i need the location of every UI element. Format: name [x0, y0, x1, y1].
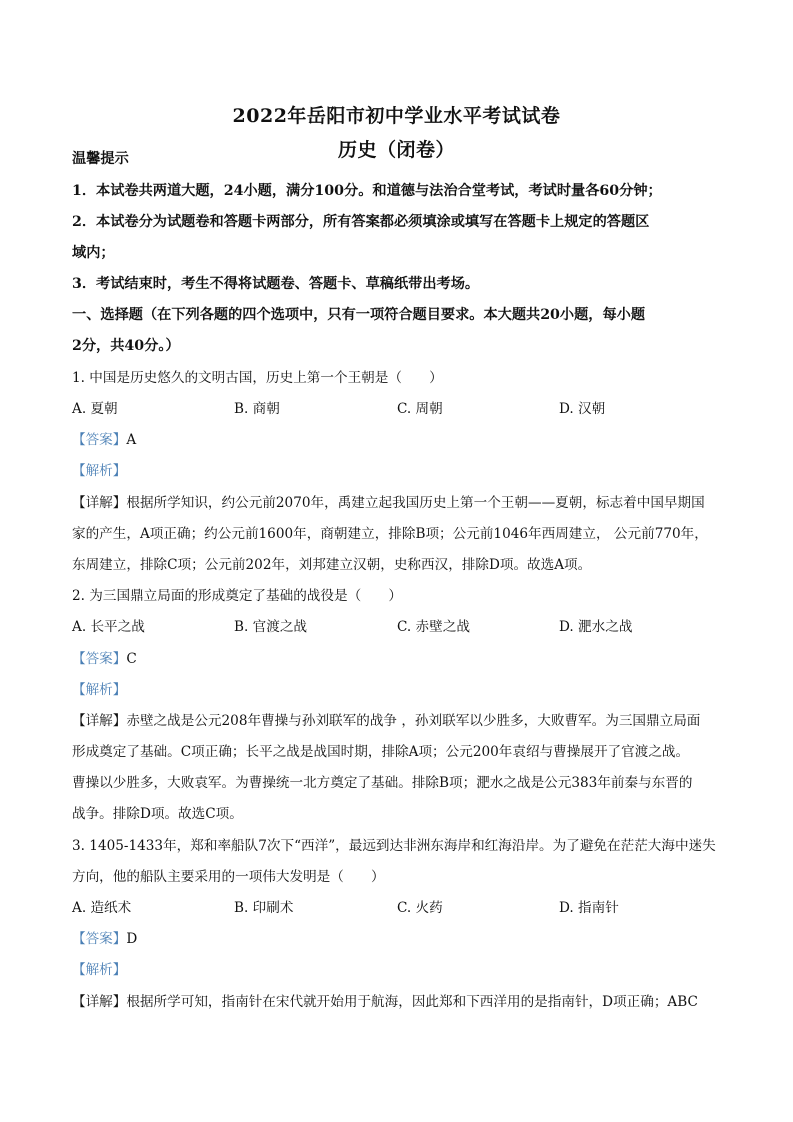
question-1-option-a: A. 夏朝: [72, 401, 118, 417]
detail-label: 【详解】: [72, 495, 127, 511]
question-3-option-b: B. 印刷术: [234, 900, 294, 916]
tip-item-3: 3．考试结束时，考生不得将试题卷、答题卡、草稿纸带出考场。: [72, 276, 480, 292]
detail-label: 【详解】: [72, 994, 127, 1010]
tip-item-2-cont: 域内；: [72, 245, 115, 261]
question-3-detail-1: [72, 993, 722, 1011]
question-1-analysis-label: 【解析】: [72, 463, 127, 479]
answer-value: C: [126, 651, 137, 667]
question-2-option-d: D. 淝水之战: [559, 619, 633, 635]
answer-value: A: [126, 432, 137, 448]
section-heading: 一、选择题（在下列各题的四个选项中，只有一项符合题目要求。本大题共20小题，每小题: [72, 307, 646, 323]
question-3-answer: [72, 930, 722, 948]
question-2-stem: 2. 为三国鼎立局面的形成奠定了基础的战役是（ ）: [72, 588, 402, 604]
detail-text: 赤壁之战是公元208年曹操与孙刘联军的战争 ，孙刘联军以少胜多，大败曹军。为三国鼎立局面: [126, 713, 701, 729]
question-2-detail-4: 战争。排除D项。故选C项。: [72, 806, 243, 822]
question-1-stem: 1. 中国是历史悠久的文明古国，历史上第一个王朝是（ ）: [72, 370, 443, 386]
page-subtitle: 历史（闭卷）: [337, 139, 455, 161]
page-title: 2022年岳阳市初中学业水平考试试卷: [232, 105, 561, 127]
question-2-option-a: A. 长平之战: [72, 619, 145, 635]
answer-value: D: [126, 931, 138, 947]
question-2-option-c: C. 赤壁之战: [397, 619, 470, 635]
detail-text: 根据所学知识，约公元前2070年，禹建立起我国历史上第一个王朝——夏朝，标志着中国早期国: [126, 495, 705, 511]
question-3-option-d: D. 指南针: [559, 900, 619, 916]
tip-item-1: 1．本试卷共两道大题，24小题，满分100分。和道德与法治合堂考试，考试时量各60分钟；: [72, 183, 662, 199]
question-1-option-b: B. 商朝: [234, 401, 280, 417]
question-3-stem-1: 3. 1405-1433年，郑和率船队7次下“西洋”，最远到达非洲东海岸和红海沿岸。为了避免在茫茫大海中迷失: [72, 838, 716, 854]
question-3-stem-2: 方向，他的船队主要采用的一项伟大发明是（ ）: [72, 869, 385, 885]
answer-label: 【答案】: [72, 432, 127, 448]
question-1-detail-1: [72, 494, 722, 512]
question-3-option-c: C. 火药: [397, 900, 443, 916]
question-2-detail-1: [72, 712, 722, 730]
question-1-detail-2: 家的产生，A项正确；约公元前1600年，商朝建立，排除B项；公元前1046年西周建立， 公元前770年，: [72, 526, 708, 542]
detail-label: 【详解】: [72, 713, 127, 729]
tip-item-2: 2．本试卷分为试题卷和答题卡两部分，所有答案都必须填涂或填写在答题卡上规定的答题区: [72, 214, 650, 230]
question-2-detail-3: 曹操以少胜多，大败袁军。为曹操统一北方奠定了基础。排除B项；淝水之战是公元383年前秦与东晋的: [72, 775, 693, 791]
question-3-analysis-label: 【解析】: [72, 962, 127, 978]
answer-label: 【答案】: [72, 651, 127, 667]
question-2-option-b: B. 官渡之战: [234, 619, 308, 635]
question-1-detail-3: 东周建立，排除C项；公元前202年，刘邦建立汉朝，史称西汉，排除D项。故选A项。: [72, 557, 592, 573]
question-3-option-a: A. 造纸术: [72, 900, 132, 916]
answer-label: 【答案】: [72, 931, 127, 947]
question-2-answer: [72, 650, 722, 668]
question-1-answer: [72, 431, 722, 449]
question-1-option-c: C. 周朝: [397, 401, 443, 417]
question-1-option-d: D. 汉朝: [559, 401, 606, 417]
question-2-analysis-label: 【解析】: [72, 682, 127, 698]
detail-text: 根据所学可知，指南针在宋代就开始用于航海，因此郑和下西洋用的是指南针，D项正确；ABC: [126, 994, 698, 1010]
question-2-detail-2: 形成奠定了基础。C项正确；长平之战是战国时期，排除A项；公元200年袁绍与曹操展开了官渡之战。: [72, 744, 690, 760]
section-heading-cont: 2分，共40分。）: [72, 338, 180, 354]
tips-heading: 温馨提示: [72, 151, 129, 167]
